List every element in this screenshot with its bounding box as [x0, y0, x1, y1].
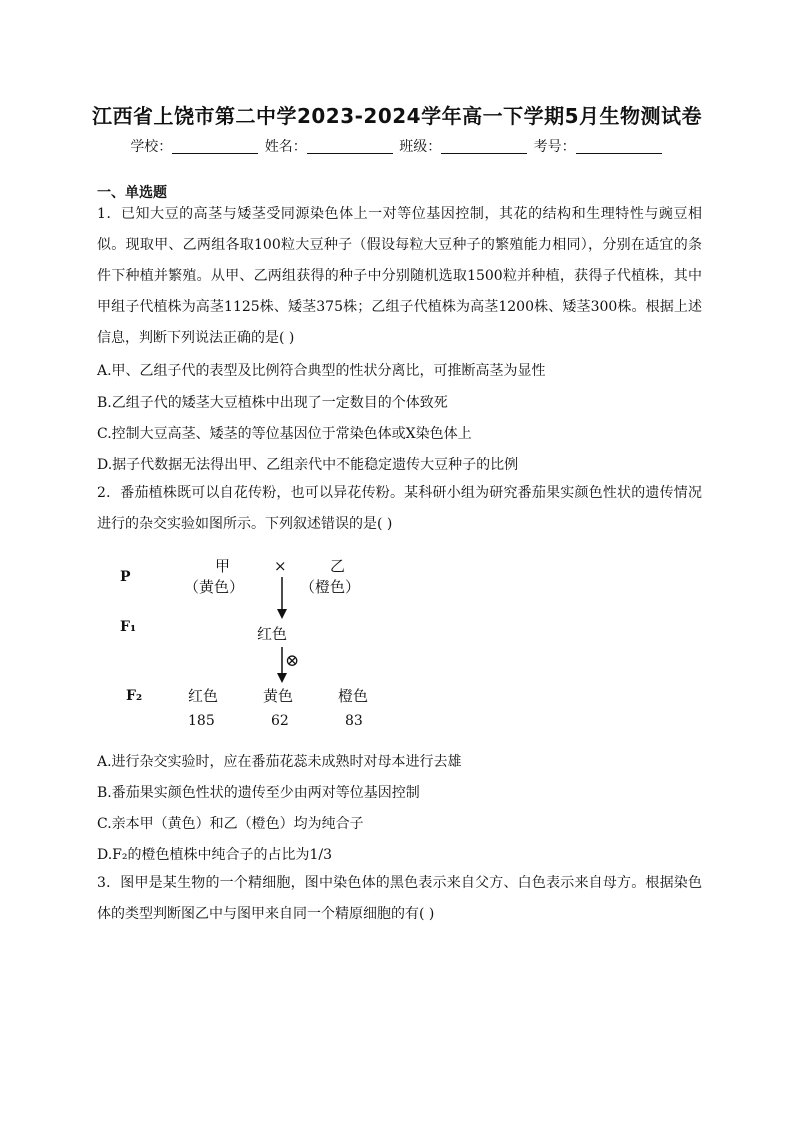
- question-1-stem: 1．已知大豆的高茎与矮茎受同源染色体上一对等位基因控制，其花的结构和生理特性与豌豆相似。现取甲、乙两组各取100粒大豆种子（假设每粒大豆种子的繁殖能力相同），分别在适宜的条件下种植并繁殖。从甲、乙两组获得的种子中分别随机选取1500粒并种植，获得子代植株，其中甲组子代植株为高茎1125株、矮茎375株；乙组子代植株为高茎1200株、矮茎300株。根据上述信息，判断下列说法正确的是( ): [97, 206, 702, 346]
- cross-diagram: [112, 555, 412, 735]
- f2-orange-count: 83: [345, 713, 363, 729]
- question-2-option-b: B.番茄果实颜色性状的遗传至少由两对等位基因控制: [97, 785, 420, 801]
- cross-symbol: ×: [274, 557, 287, 575]
- selfing-symbol: ⊗: [285, 651, 300, 671]
- student-info-line: [0, 136, 794, 156]
- parent-yi: 乙: [330, 557, 346, 575]
- question-2-option-d: D.F₂的橙色植株中纯合子的占比为1/3: [97, 847, 333, 863]
- f2-red-count: 185: [188, 713, 215, 729]
- f2-yellow-label: 黄色: [263, 687, 294, 705]
- parent-jia-phenotype: （黄色）: [184, 578, 245, 596]
- f2-red-label: 红色: [188, 687, 219, 705]
- name-blank[interactable]: [307, 139, 393, 154]
- question-2-option-c: C.亲本甲（黄色）和乙（橙色）均为纯合子: [97, 816, 364, 832]
- school-blank[interactable]: [172, 139, 258, 154]
- question-2-stem: 2．番茄植株既可以自花传粉，也可以异花传粉。某科研小组为研究番茄果实颜色性状的遗传情况进行的杂交实验如图所示。下列叙述错误的是( ): [97, 485, 702, 532]
- parent-jia: 甲: [215, 557, 231, 575]
- school-label: 学校：: [130, 139, 173, 155]
- f1-phenotype: 红色: [257, 625, 288, 643]
- question-1-option-c: C.控制大豆高茎、矮茎的等位基因位于常染色体或X染色体上: [97, 426, 472, 442]
- question-1-option-d: D.据子代数据无法得出甲、乙组亲代中不能稳定遗传大豆种子的比例: [97, 457, 519, 473]
- question-1-option-a: A.甲、乙组子代的表型及比例符合典型的性状分离比，可推断高茎为显性: [97, 363, 546, 379]
- name-label: 姓名：: [264, 139, 307, 155]
- class-blank[interactable]: [441, 139, 527, 154]
- generation-f1-label: F₁: [120, 619, 137, 635]
- question-3-stem: 3．图甲是某生物的一个精细胞，图中染色体的黑色表示来自父方、白色表示来自母方。根据染色体的类型判断图乙中与图甲来自同一个精原细胞的有( ): [97, 875, 702, 922]
- generation-p-label: P: [120, 569, 131, 585]
- number-label: 考号：: [533, 139, 576, 155]
- number-blank[interactable]: [576, 139, 662, 154]
- f2-yellow-count: 62: [271, 713, 289, 729]
- f2-orange-label: 橙色: [338, 687, 369, 705]
- cross-arrows: [112, 555, 412, 735]
- page-title: 江西省上饶市第二中学2023-2024学年高一下学期5月生物测试卷: [91, 104, 703, 128]
- generation-f2-label: F₂: [126, 688, 143, 704]
- question-2-option-a: A.进行杂交实验时，应在番茄花蕊未成熟时对母本进行去雄: [97, 754, 462, 770]
- class-label: 班级：: [399, 139, 442, 155]
- question-1-option-b: B.乙组子代的矮茎大豆植株中出现了一定数目的个体致死: [97, 395, 448, 411]
- section-heading: 一、单选题: [97, 185, 167, 201]
- parent-yi-phenotype: （橙色）: [300, 578, 361, 596]
